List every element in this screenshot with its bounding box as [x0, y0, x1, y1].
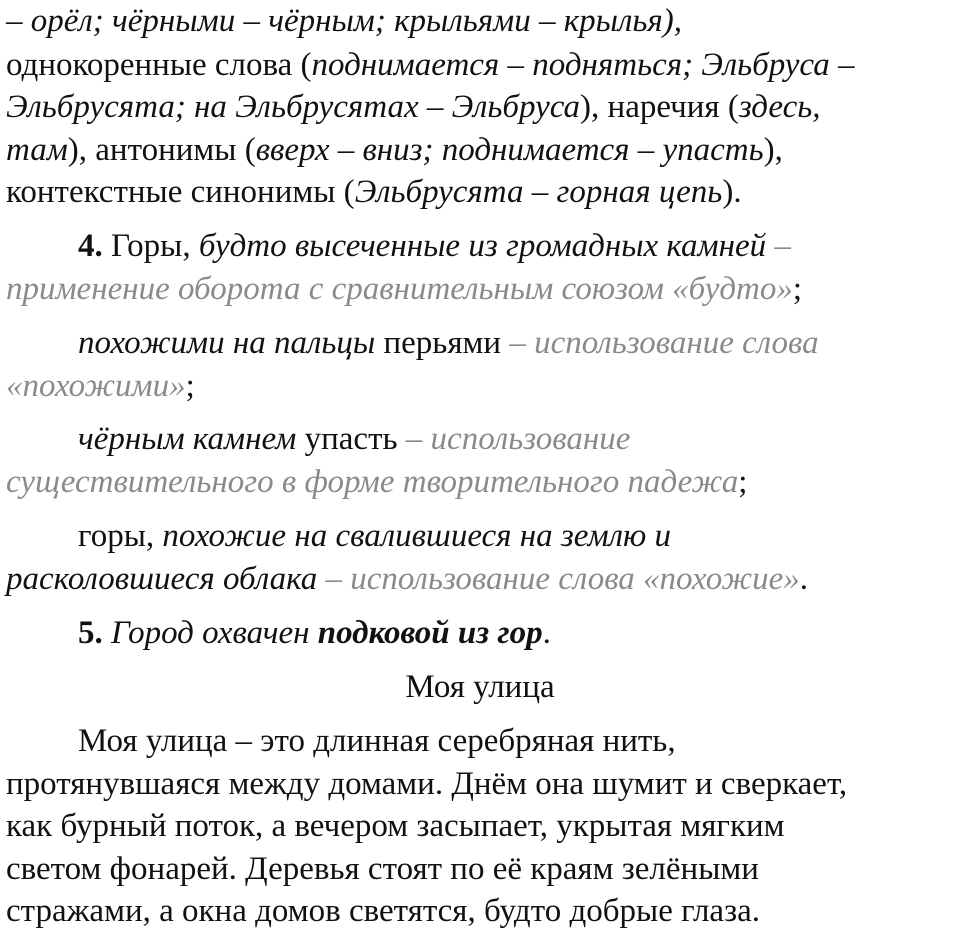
text-line [78, 418, 630, 460]
item-number: 4. [78, 228, 103, 264]
italic-text: здесь, [738, 89, 821, 125]
gray-comment: существительного в форме творительного падежа [6, 464, 739, 500]
text-line [6, 129, 783, 171]
italic-text: там [6, 132, 68, 168]
text: . [542, 615, 551, 651]
text-line [6, 171, 742, 213]
text: ), [763, 132, 783, 168]
text-line [78, 322, 819, 364]
essay-line: Моя улица – это длинная серебряная нить, [78, 723, 676, 759]
gray-comment: применение оборота с сравнительным союзом «будто» [6, 271, 793, 307]
gray-comment: – использование [397, 421, 631, 457]
text-line [6, 365, 195, 407]
essay-title: Моя улица [405, 669, 555, 705]
text: упасть [296, 421, 398, 457]
gray-comment: – [766, 228, 791, 264]
item-4-line [78, 225, 791, 267]
text: ; [738, 464, 748, 500]
text-line [6, 0, 682, 42]
italic-text: чёрным камнем [78, 421, 297, 457]
text: ). [722, 174, 742, 210]
gray-comment: – использование слова «похожие» [317, 561, 800, 597]
italic-text: похожие на свалившиеся на землю и [162, 518, 672, 554]
bold-italic-text: подковой из гор [317, 615, 543, 651]
text: . [799, 561, 808, 597]
text: ; [792, 271, 803, 307]
text-line [6, 558, 808, 600]
italic-text: Эльбрусята; на Эльбрусятах – Эльбруса [6, 89, 581, 125]
text: ; [185, 368, 195, 404]
essay-line: как бурный поток, а вечером засыпает, укрытая мягким [6, 808, 785, 844]
text-line [6, 461, 747, 503]
text: Горы, [102, 228, 199, 264]
essay-line: протянувшаяся между домами. Днём она шумит и сверкает, [6, 766, 848, 802]
text: однокоренные слова ( [6, 47, 312, 83]
text: контекстные синонимы ( [6, 174, 355, 210]
italic-text: расколовшиеся облака [6, 561, 318, 597]
italic-text: Город охвачен [102, 615, 318, 651]
italic-text: вверх – вниз; поднимается – упасть [255, 132, 764, 168]
essay-line: светом фонарей. Деревья стоят по её краям зелёными [6, 851, 759, 887]
text: перьями [375, 325, 502, 361]
text-line [78, 515, 671, 557]
item-number: 5. [78, 615, 103, 651]
text: ), наречия ( [580, 89, 739, 125]
item-5-line [78, 612, 551, 654]
text-line [6, 268, 802, 310]
text: горы, [78, 518, 163, 554]
italic-text: – орёл; чёрными – чёрным; крыльями – крылья), [6, 3, 682, 39]
italic-text: Эльбрусята – горная цепь [354, 174, 723, 210]
text-line [6, 86, 821, 128]
gray-comment: «похожими» [6, 368, 186, 404]
text-line [6, 44, 854, 86]
text: ), антонимы ( [67, 132, 256, 168]
italic-text: будто высеченные из громадных камней [198, 228, 767, 264]
italic-text: поднимается – подняться; Эльбруса – [311, 47, 855, 83]
italic-text: похожими на пальцы [78, 325, 376, 361]
essay-line: стражами, а окна домов светятся, будто добрые глаза. [6, 893, 761, 929]
gray-comment: – использование слова [501, 325, 819, 361]
